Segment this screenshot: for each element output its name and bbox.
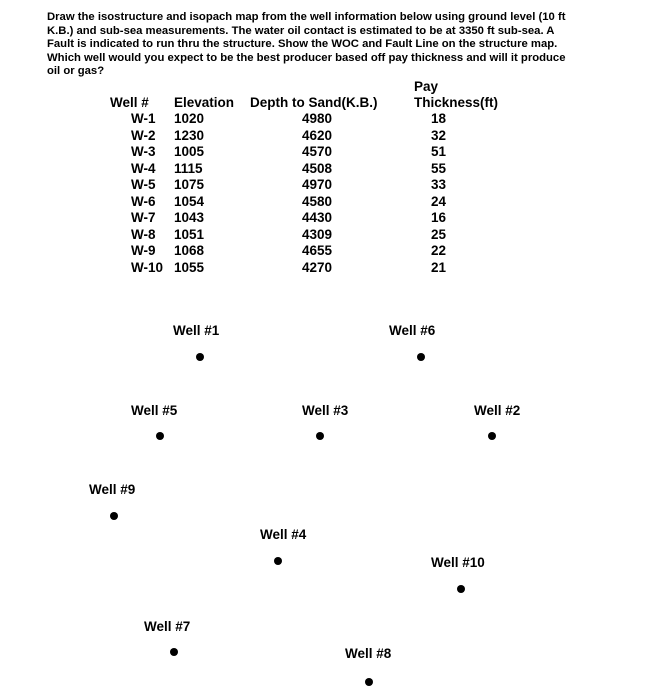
well-marker-9 — [110, 512, 118, 520]
depth-column — [302, 111, 332, 276]
problem-line: oil or gas? — [47, 65, 105, 78]
well-marker-8 — [365, 678, 373, 686]
well-label-1: Well #1 — [173, 323, 220, 338]
problem-line: Draw the isostructure and isopach map from the well information below using ground level (10 ft — [47, 11, 566, 23]
cell-depth: 4970 — [302, 177, 333, 192]
cell-elevation: 1055 — [174, 259, 205, 275]
cell-elevation: 1054 — [174, 193, 205, 209]
well-label-5: Well #5 — [131, 403, 178, 418]
problem-line: Fault is indicated to run thru the structure. Show the WOC and Fault Line on the structure map. — [47, 38, 558, 51]
well-label-9: Well #9 — [89, 482, 136, 497]
cell-well: W-4 — [131, 160, 156, 176]
header-elevation: Elevation — [174, 95, 235, 110]
cell-elevation: 1068 — [174, 243, 205, 258]
header-pay-thickness: Thickness(ft) — [414, 95, 499, 110]
cell-well: W-8 — [131, 226, 156, 242]
cell-elevation: 1075 — [174, 177, 205, 192]
cell-elevation: 1005 — [174, 144, 205, 159]
well-marker-3 — [316, 432, 324, 440]
header-well: Well # — [110, 95, 149, 110]
cell-pay: 55 — [431, 160, 447, 176]
cell-depth: 4309 — [302, 226, 333, 242]
header-pay: Pay — [414, 79, 439, 94]
cell-pay: 22 — [431, 243, 447, 258]
cell-elevation: 1020 — [174, 111, 205, 126]
well-marker-4 — [274, 557, 282, 565]
well-marker-1 — [196, 353, 204, 361]
cell-elevation: 1230 — [174, 127, 205, 143]
cell-pay: 25 — [431, 226, 447, 242]
well-label-2: Well #2 — [474, 403, 521, 418]
well-marker-6 — [417, 353, 425, 361]
cell-well: W-1 — [131, 111, 156, 126]
cell-elevation: 1051 — [174, 226, 205, 242]
cell-pay: 18 — [431, 111, 447, 126]
well-column — [131, 111, 163, 276]
cell-depth: 4270 — [302, 259, 333, 275]
well-label-7: Well #7 — [144, 619, 191, 634]
well-label-3: Well #3 — [302, 403, 349, 418]
cell-pay: 24 — [431, 193, 447, 209]
well-label-6: Well #6 — [389, 323, 436, 338]
cell-well: W-9 — [131, 243, 156, 258]
cell-depth: 4508 — [302, 160, 333, 176]
cell-well: W-7 — [131, 210, 156, 225]
cell-pay: 16 — [431, 210, 447, 225]
cell-well: W-10 — [131, 259, 163, 275]
problem-statement — [47, 11, 622, 79]
cell-depth: 4570 — [302, 144, 333, 159]
cell-depth: 4580 — [302, 193, 333, 209]
cell-elevation: 1115 — [174, 160, 203, 176]
problem-line: Which well would you expect to be the best producer based off pay thickness and will it produce — [47, 51, 566, 64]
cell-pay: 32 — [431, 127, 447, 143]
well-marker-10 — [457, 585, 465, 593]
cell-depth: 4655 — [302, 243, 333, 258]
well-marker-7 — [170, 648, 178, 656]
cell-elevation: 1043 — [174, 210, 205, 225]
well-marker-5 — [156, 432, 164, 440]
cell-pay: 21 — [431, 259, 447, 275]
cell-depth: 4980 — [302, 111, 333, 126]
cell-depth: 4620 — [302, 127, 333, 143]
well-label-10: Well #10 — [431, 555, 485, 570]
problem-line: K.B.) and sub-sea measurements. The water oil contact is estimated to be at 3350 ft sub-sea. A — [47, 24, 555, 37]
cell-pay: 51 — [431, 144, 447, 159]
pay-column — [431, 111, 446, 276]
cell-well: W-3 — [131, 144, 156, 159]
header-depth: Depth to Sand(K.B.) — [250, 95, 378, 110]
well-label-8: Well #8 — [345, 646, 392, 661]
well-marker-2 — [488, 432, 496, 440]
well-label-4: Well #4 — [260, 527, 307, 542]
cell-well: W-2 — [131, 127, 156, 143]
elevation-column — [174, 111, 204, 276]
cell-depth: 4430 — [302, 210, 333, 225]
cell-well: W-6 — [131, 193, 156, 209]
cell-pay: 33 — [431, 177, 447, 192]
cell-well: W-5 — [131, 177, 156, 192]
